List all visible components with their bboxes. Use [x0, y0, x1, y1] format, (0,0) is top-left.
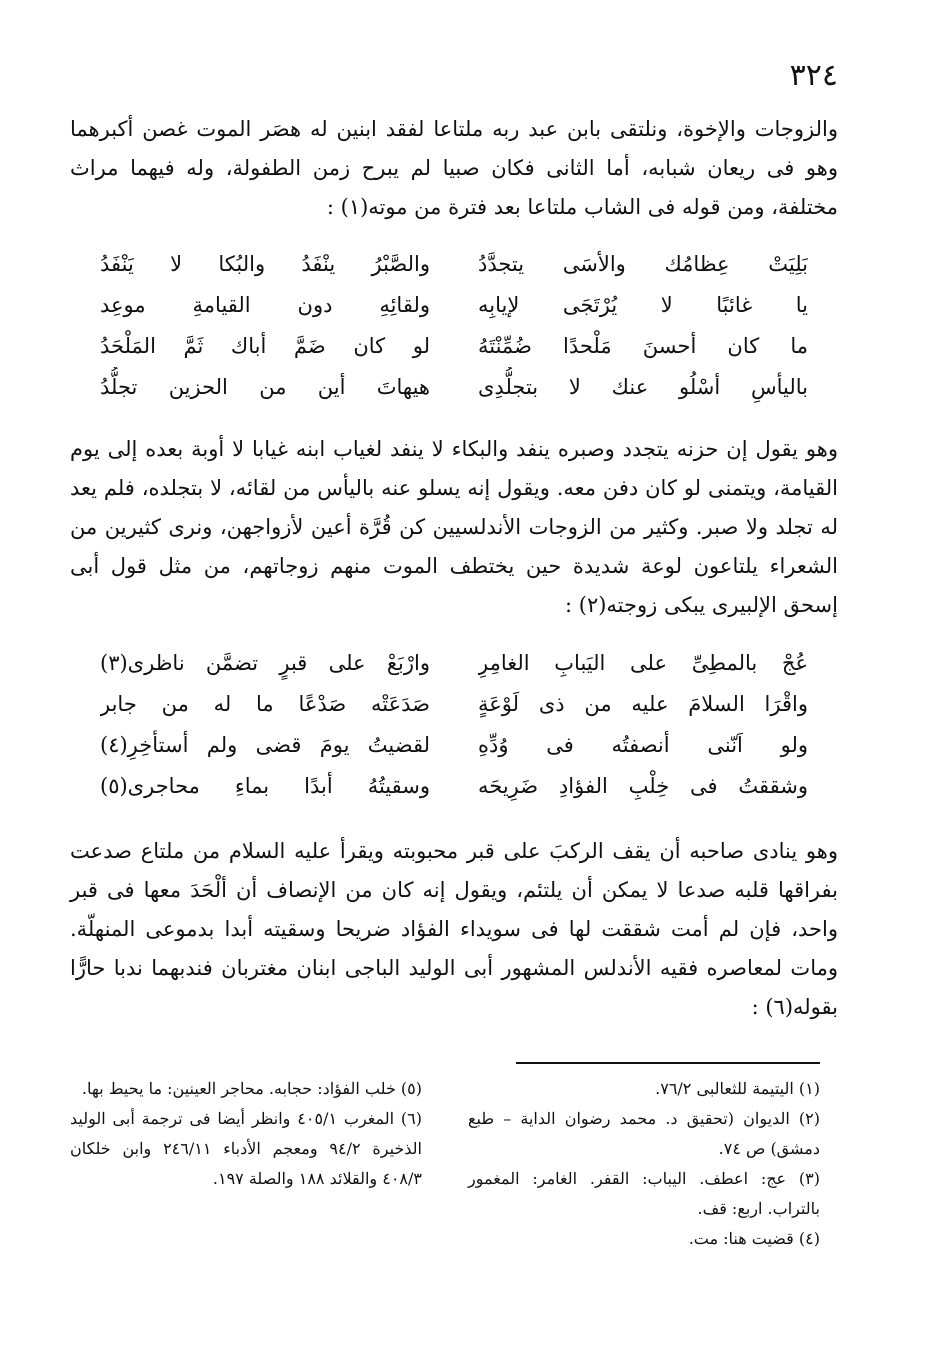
verse-first-hemistich: بَلِيَتْ عِظامُك والأسَى يتجدَّدُ	[478, 252, 808, 276]
verse-first-hemistich: وشققتُ فى خِلْبِ الفؤادِ ضَرِيحَه	[478, 774, 808, 798]
verse-line	[100, 326, 808, 367]
verse-line	[100, 285, 808, 326]
footnotes-left-column	[70, 1074, 422, 1194]
verse-line	[100, 367, 808, 408]
verse-first-hemistich: عُجْ بالمطِىِّ على اليَبابِ الغامِرِ	[478, 651, 808, 675]
poem-1	[100, 244, 808, 408]
verse-first-hemistich: يا غائبًا لا يُرْتَجَى لإيابِه	[478, 293, 808, 317]
footnote: (٦) المغرب ٤٠٥/١ وانظر أيضا فى ترجمة أبى الوليد الذخيرة ٩٤/٢ ومعجم الأدباء ٢٤٦/١١ وابن خلكان ٤٠٨/٣ والقلائد ١٨٨ والصلة ١٩٧.	[70, 1109, 423, 1188]
paragraph-3: وهو ينادى صاحبه أن يقف الركبَ على قبر محبوبته ويقرأ عليه السلام من ملتاع صدعت بفراقها قلبه صدعا لا يمكن أن يلتئم، ويقول إنه كان من الإنصاف أن ألْحَدَ معها فى قبر واحد، فإن لم أمت شققت لها فى سويداء الفؤاد ضريحا وسقيته أبدا بدموعى المنهلّة. ومات لمعاصره فقيه الأندلس المشهور أبى الوليد الباجى ابنان مغتربان فندبهما ندبا حارًّا بقوله(٦) :	[70, 839, 839, 1019]
verse-second-hemistich: صَدَعَتْه صَدْعًا ما له من جابر	[100, 692, 430, 716]
verse-second-hemistich: هيهاتَ أين من الحزين تجلُّدُ	[100, 375, 430, 399]
verse-second-hemistich: لقضيتُ يومَ قضى ولم أستأخِرِ(٤)	[100, 733, 430, 757]
verse-second-hemistich: وسقيتُهُ أبدًا بماءِ محاجرى(٥)	[100, 774, 430, 798]
paragraph-1: والزوجات والإخوة، ونلتقى بابن عبد ربه ملتاعا لفقد ابنين له هصَر الموت غصن أكبرهما وهو فى ريعان شبابه، أما الثانى فكان صبيا لم يبرح زمن الطفولة، وله فيهما مراث مختلفة، ومن قوله فى الشاب ملتاعا بعد فترة من موته(١) :	[70, 117, 838, 219]
footnote: (٤) قضيت هنا: مت.	[688, 1229, 820, 1248]
footnote: (١) اليتيمة للثعالبى ٧٦/٢.	[655, 1079, 820, 1098]
verse-line	[100, 766, 808, 807]
verse-first-hemistich: واقْرَا السلامَ عليه من ذى لَوْعَةٍ	[478, 692, 808, 716]
footnotes-right-column	[468, 1074, 820, 1254]
verse-second-hemistich: وارْبَعْ على قبرٍ تضمَّن ناظرى(٣)	[100, 651, 430, 675]
verse-second-hemistich: ولقائِهِ دون القيامةِ موعِد	[100, 293, 430, 317]
verse-line	[100, 725, 808, 766]
verse-line	[100, 684, 808, 725]
verse-line	[100, 244, 808, 285]
verse-first-hemistich: ما كان أحسنَ مَلْحدًا ضُمِّنْتَهُ	[478, 334, 808, 358]
footnote-separator	[516, 1062, 820, 1064]
paragraph-2: وهو يقول إن حزنه يتجدد وصبره ينفد والبكاء لا ينفد لغياب ابنه غيابا لا أوبة بعده إلى يوم القيامة، ويتمنى لو كان دفن معه. ويقول إنه يسلو عنه باليأس من لقائه، لا بتجلده، فلم يعد له تجلد ولا صبر. وكثير من الزوجات الأندلسيين كن قُرَّة أعين لأزواجهن، ونرى كثيرين من الشعراء يلتاعون لوعة شديدة حين يختطف الموت منهم زوجاتهم، من مثل قول أبى إسحق الإلبيرى يبكى زوجته(٢) :	[70, 437, 838, 617]
verse-first-hemistich: ولو اَنّنى أنصفتُه فى وُدِّهِ	[478, 733, 808, 757]
footnote: (٥) خلب الفؤاد: حجابه. محاجر العينين: ما يحيط بها.	[81, 1079, 422, 1098]
verse-second-hemistich: لو كان ضَمَّ أباك ثَمَّ المَلْحَدُ	[100, 334, 430, 358]
footnote: (٣) عج: اعطف. اليباب: القفر. الغامر: المغمور بالتراب. اربع: قف.	[468, 1169, 820, 1218]
verse-line	[100, 643, 808, 684]
verse-second-hemistich: والصَّبْرُ ينْفَدُ والبُكا لا يَنْفَدُ	[100, 252, 430, 276]
verse-first-hemistich: باليأسِ أسْلُو عنك لا بتجلُّدِى	[478, 375, 808, 399]
page-number: ٣٢٤	[789, 58, 838, 93]
footnote: (٢) الديوان (تحقيق د. محمد رضوان الداية – طبع دمشق) ص ٧٤.	[468, 1109, 820, 1158]
poem-2	[100, 643, 808, 807]
